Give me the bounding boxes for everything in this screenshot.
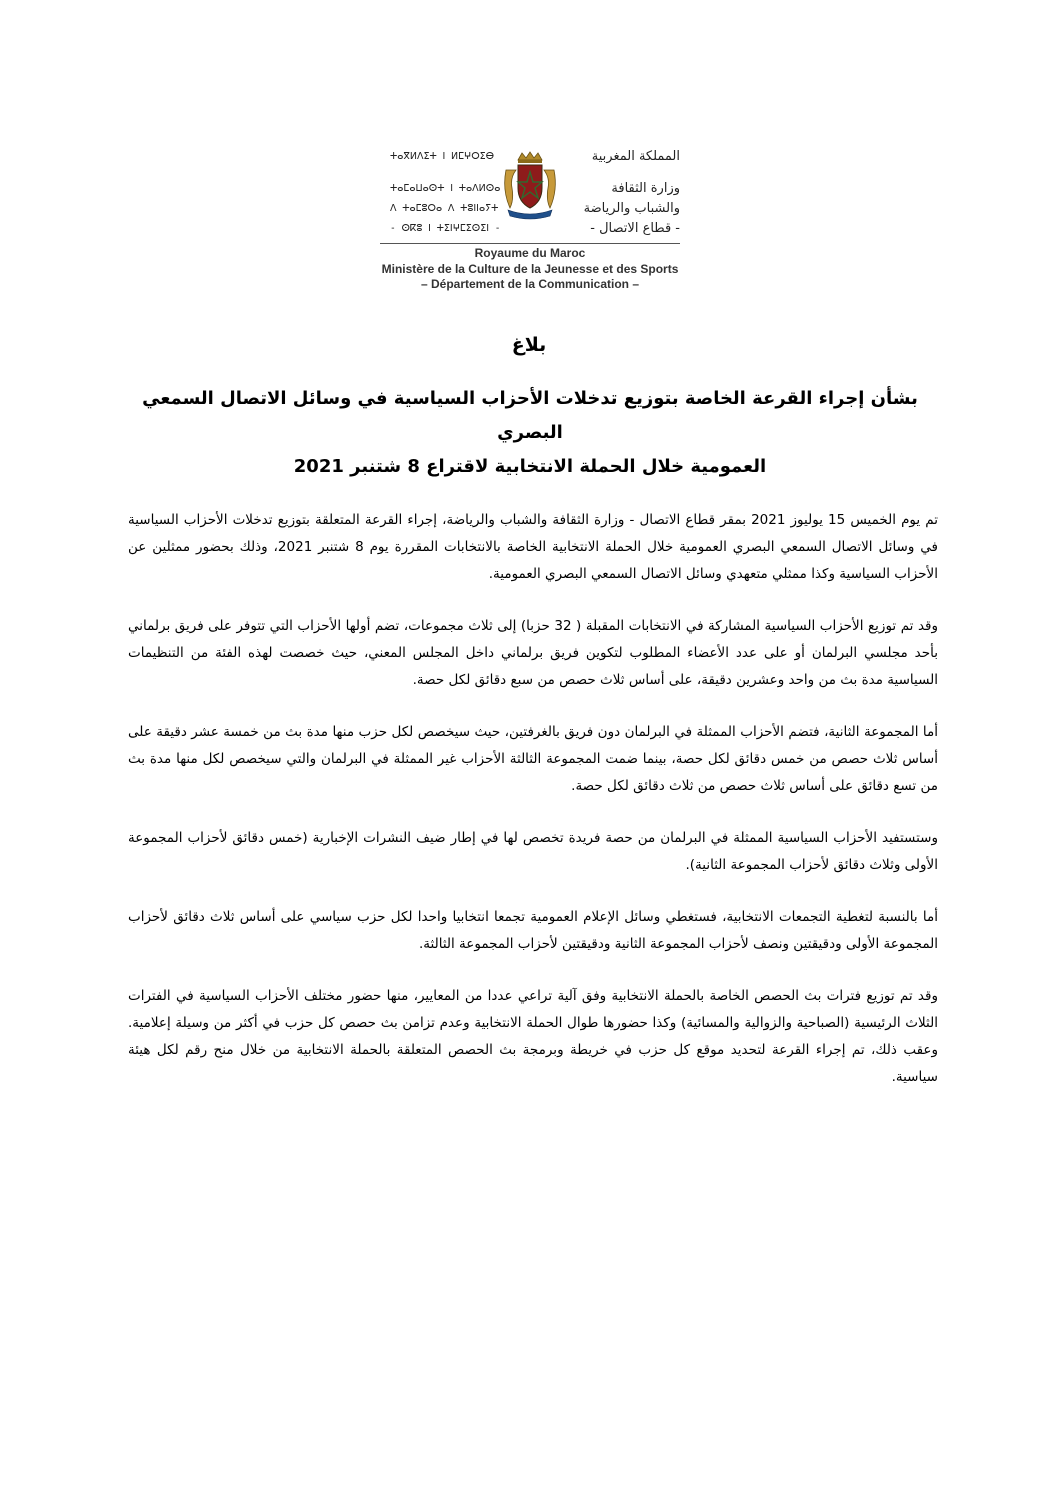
royal-coat-of-arms-icon <box>500 150 560 220</box>
subject-line: العمومية خلال الحملة الانتخابية لاقتراع 8 شتنبر 2021 <box>293 456 767 477</box>
body-paragraph: وستستفيد الأحزاب السياسية الممثلة في البرلمان من حصة فريدة تخصص لها في إطار ضيف النشرات الإخبارية (خمس دقائق لأحزاب المجموعة الأولى وثلاث دقائق لأحزاب المجموعة الثانية). <box>128 830 938 873</box>
body-paragraph: أما بالنسبة لتغطية التجمعات الانتخابية، فستغطي وسائل الإعلام العمومية تجمعا انتخابيا واحدا لكل حزب سياسي على أساس ثلاث دقائق لأحزاب المجموعة الأولى ودقيقتين ونصف لأحزاب المجموعة الثانية ودقيقتين لأحزاب المجموعة الثالثة. <box>128 909 938 952</box>
document-title: بلاغ <box>511 334 547 356</box>
letterhead-arabic-line: وزارة الثقافة <box>611 181 680 196</box>
letterhead-french-line: – Département de la Communication – <box>420 277 640 291</box>
letterhead-tifinagh-line: ⵜⴰⵎⴰⵡⴰⵙⵜ ⵏ ⵜⴰⴷⵍⵙⴰ <box>390 183 501 194</box>
letterhead-arabic-line: - قطاع الاتصال - <box>590 221 680 236</box>
body-paragraph: وقد تم توزيع فترات بث الحصص الخاصة بالحملة الانتخابية وفق آلية تراعي عددا من المعايير، منها حضور مختلف الأحزاب السياسية في الفترات الثلاث الرئيسية (الصباحية والزوالية والمسائية) وكذا حضورها طوال الحملة الانتخابية وعدم تزامن بث حصص كل حزب في أكثر من وسيلة إعلامية. وعقب ذلك، تم إجراء القرعة لتحديد موقع كل حزب في خريطة وبرمجة بث الحصص المتعلقة بالحملة الانتخابية من خلال منح رقم لكل هيئة سياسية. <box>128 988 938 1085</box>
document-body <box>128 507 938 1116</box>
letterhead-arabic-line: والشباب والرياضة <box>583 201 680 216</box>
letterhead <box>380 140 680 295</box>
letterhead-tifinagh-line: - ⵙⴽⵓ ⵏ ⵜⵉⵏⵖⵎⵉⵙⵉⵏ - <box>390 223 501 234</box>
letterhead-french-line: Ministère de la Culture de la Jeunesse et des Sports <box>381 262 679 276</box>
letterhead-divider <box>380 243 680 244</box>
subject-line: بشأن إجراء القرعة الخاصة بتوزيع تدخلات الأحزاب السياسية في وسائل الاتصال السمعي البصري <box>142 388 918 443</box>
body-paragraph: وقد تم توزيع الأحزاب السياسية المشاركة في الانتخابات المقبلة ( 32 حزبا) إلى ثلاث مجموعات، تضم أولها الأحزاب التي تتوفر على فريق برلماني بأحد مجلسي البرلمان أو على عدد الأعضاء المطلوب لتكوين فريق برلماني داخل المجلس المعني، حيث خصصت لهذه الفئة من التنظيمات السياسية مدة بث من واحد وعشرين دقيقة، على أساس ثلاث حصص من سبع دقائق لكل حصة. <box>128 618 939 688</box>
letterhead-tifinagh-line: ⵜⴰⴳⵍⴷⵉⵜ ⵏ ⵍⵎⵖⵔⵉⴱ <box>390 151 495 162</box>
letterhead-french-line: Royaume du Maroc <box>474 246 586 260</box>
letterhead-arabic-line: المملكة المغربية <box>591 149 680 164</box>
document-subject <box>110 382 950 484</box>
letterhead-tifinagh-line: ⴷ ⵜⴰⵎⵓⵔⴰ ⴷ ⵜⵓⵏⵏⴰⵢⵜ <box>390 203 499 214</box>
body-paragraph: أما المجموعة الثانية، فتضم الأحزاب الممثلة في البرلمان دون فريق بالغرفتين، حيث سيخصص لكل حزب منها مدة بث من خمسة عشر دقيقة على أساس ثلاث حصص من خمس دقائق لكل حصة، بينما ضمت المجموعة الثالثة الأحزاب غير الممثلة في البرلمان والتي سيخصص لكل منها مدة بث من تسع دقائق على أساس ثلاث حصص من ثلاث دقائق لكل حصة. <box>128 724 938 794</box>
body-paragraph: تم يوم الخميس 15 يوليوز 2021 بمقر قطاع الاتصال - وزارة الثقافة والشباب والرياضة، إجراء القرعة المتعلقة بتوزيع تدخلات الأحزاب السياسية في وسائل الاتصال السمعي البصري العمومية خلال الحملة الانتخابية الخاصة بالانتخابات المقررة يوم 8 شتنبر 2021، وذلك بحضور ممثلين عن الأحزاب السياسية وكذا ممثلي متعهدي وسائل الاتصال السمعي البصري العمومية. <box>128 512 938 582</box>
